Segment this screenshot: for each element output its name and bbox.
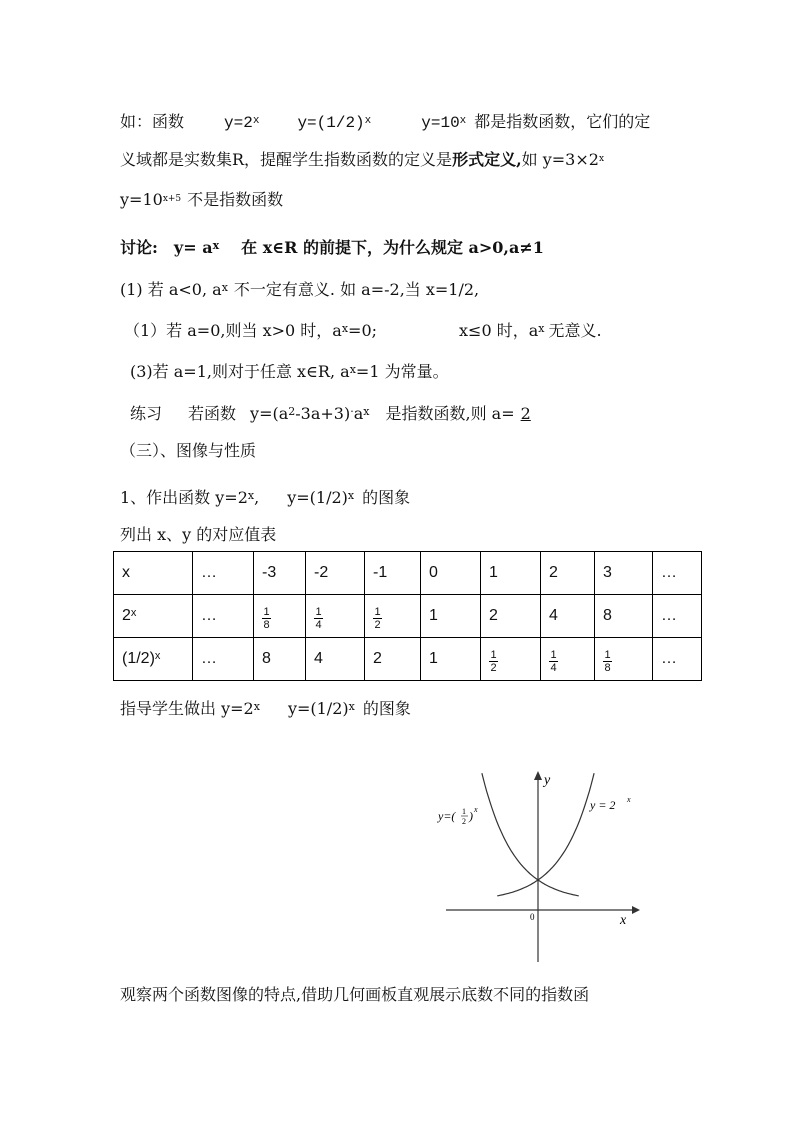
fraction-1-2 — [489, 649, 498, 674]
func-half-x — [297, 113, 371, 135]
guide-text-a: 指导学生做出 y=2 — [120, 699, 254, 718]
denominator: 4 — [315, 618, 322, 631]
row-2x-exp: x — [130, 607, 137, 619]
para1-line3-text: 不是指数函数 — [187, 190, 284, 209]
fraction-1-4 — [549, 649, 558, 674]
cell: … — [193, 552, 254, 595]
cell — [365, 595, 421, 638]
denominator: 4 — [550, 661, 557, 674]
task1-line — [120, 488, 410, 510]
discussion-text: 在 x∈R 的前提下，为什么规定 a>0,a≠1 — [241, 238, 544, 257]
task1-func-half: y=(1/2) — [287, 488, 348, 507]
case2-text-c: x≤0 时，a — [459, 321, 539, 340]
row-x-label: x — [114, 552, 193, 595]
case1-text-a: (1) 若 a<0, a — [120, 280, 222, 299]
table-intro-text: 列出 x、y 的对应值表 — [120, 525, 277, 544]
cell: 0 — [421, 552, 481, 595]
discussion-func-base: y= a — [173, 238, 213, 257]
guide-text-c: 的图象 — [362, 699, 411, 718]
y-axis-label: y — [544, 773, 551, 788]
cell: 8 — [254, 638, 306, 681]
cell: … — [193, 638, 254, 681]
table-intro — [120, 525, 276, 545]
numerator: 1 — [550, 648, 557, 661]
case-zero — [124, 321, 602, 343]
exercise-func-a: y=(a — [250, 404, 289, 423]
func-10x-exp: x — [459, 115, 467, 127]
para1-tail: 都是指数函数，它们的定 — [474, 112, 651, 131]
closing-line — [120, 985, 589, 1005]
curve-half-x — [482, 773, 579, 896]
cell: … — [193, 595, 254, 638]
func-half-exp: x — [364, 115, 372, 127]
func-2x-base: y=2 — [224, 114, 253, 132]
value-table — [113, 551, 702, 681]
cell — [595, 638, 653, 681]
cell: -2 — [306, 552, 365, 595]
para1-line3-func: y=10 — [120, 190, 163, 209]
discussion-func-exp: x — [212, 239, 220, 252]
task1-text-d: 的图象 — [362, 488, 411, 507]
guide-func-half: y=(1/2) — [287, 699, 349, 718]
para1-line2-example: 如 y=3×2 — [521, 150, 599, 169]
func-2x — [224, 113, 259, 135]
label-half-x-den: 2 — [462, 817, 466, 826]
case-negative — [120, 280, 479, 302]
cell: -3 — [254, 552, 306, 595]
exercise-func-c: -3a+3) — [295, 404, 351, 423]
exercise-line — [130, 404, 531, 426]
section-3-text: （三）、图像与性质 — [120, 441, 257, 460]
case2-exp2: x — [538, 322, 545, 335]
origin-label: 0 — [530, 912, 535, 922]
cell: 1 — [481, 552, 541, 595]
cell: 1 — [421, 595, 481, 638]
para1-line1 — [120, 112, 650, 135]
para1-line3-exp: x+5 — [162, 194, 182, 204]
fraction-1-8 — [603, 649, 612, 674]
label-half-x-num: 1 — [462, 807, 466, 816]
cell: 1 — [421, 638, 481, 681]
row-2x-base: 2 — [122, 607, 131, 624]
para1-line2-exp: x — [598, 154, 605, 164]
cell: 4 — [541, 595, 595, 638]
cell — [481, 638, 541, 681]
table-row-2x — [114, 595, 702, 638]
task1-exp: x — [247, 489, 255, 502]
para1-line2 — [120, 150, 604, 173]
para1-prefix: 如：函数 — [120, 112, 185, 131]
func-2x-exp: x — [252, 115, 260, 127]
case3-exp: x — [349, 363, 356, 376]
cell: … — [653, 638, 702, 681]
numerator: 1 — [490, 648, 497, 661]
cell: -1 — [365, 552, 421, 595]
label-half-x-a: y=( — [438, 809, 456, 823]
case-one — [130, 362, 449, 384]
cell — [541, 638, 595, 681]
task1-exp2: x — [347, 489, 355, 502]
task1-comma: , — [254, 488, 260, 507]
label-2x-exp: x — [627, 795, 631, 804]
para1-line3 — [120, 190, 283, 213]
exercise-dot: · — [350, 405, 354, 418]
denominator: 2 — [490, 661, 497, 674]
case3-text-b: =1 为常量。 — [355, 362, 449, 381]
cell: 2 — [365, 638, 421, 681]
guide-line — [120, 699, 411, 721]
fraction-1-2 — [373, 606, 382, 631]
row-half-label — [114, 638, 193, 681]
cell: 8 — [595, 595, 653, 638]
row-half-exp: x — [154, 650, 161, 662]
cell: 2 — [481, 595, 541, 638]
numerator: 1 — [263, 605, 270, 618]
row-2x-label — [114, 595, 193, 638]
guide-exp: x — [253, 700, 260, 713]
exercise-exp-x: x — [363, 405, 370, 418]
exponential-graph — [420, 766, 650, 966]
cell — [306, 595, 365, 638]
guide-exp2: x — [348, 700, 355, 713]
fraction-1-8 — [262, 606, 271, 631]
para1-line2-text: 义域都是实数集R，提醒学生指数函数的定义是 — [120, 150, 453, 169]
discussion-func — [174, 238, 219, 260]
numerator: 1 — [315, 605, 322, 618]
denominator: 2 — [374, 618, 381, 631]
cell: … — [653, 595, 702, 638]
case2-text-d: 无意义. — [548, 321, 602, 340]
func-10x — [421, 113, 466, 135]
label-2x — [589, 795, 631, 812]
case1-exp: x — [221, 281, 228, 294]
numerator: 1 — [374, 605, 381, 618]
case2-text-b: =0; — [348, 321, 378, 340]
label-2x-base: y = 2 — [590, 798, 616, 812]
case2-exp: x — [341, 322, 349, 335]
exercise-func-d: a — [353, 404, 364, 423]
cell: 4 — [306, 638, 365, 681]
curve-2x — [497, 773, 594, 896]
task1-text-a: 1、作出函数 y=2 — [120, 488, 248, 507]
func-half-base: y=(1/2) — [297, 114, 365, 132]
exercise-label: 练习 — [130, 404, 163, 423]
x-axis-arrow-icon — [632, 906, 640, 914]
y-axis-arrow-icon — [534, 771, 542, 780]
exercise-exp-2: 2 — [288, 405, 296, 418]
func-10x-base: y=10 — [421, 114, 460, 132]
exercise-text-e: 是指数函数,则 a= — [385, 404, 515, 423]
exercise-answer: 2 — [520, 404, 531, 423]
case2-text-a: （1）若 a=0,则当 x>0 时，a — [124, 321, 342, 340]
fraction-1-4 — [314, 606, 323, 631]
label-half-x-exp: x — [474, 805, 478, 814]
label-half-x-b: ) — [469, 809, 473, 823]
closing-text: 观察两个函数图像的特点,借助几何画板直观展示底数不同的指数函 — [120, 985, 590, 1004]
case3-text-a: (3)若 a=1,则对于任意 x∈R, a — [130, 362, 350, 381]
exercise-text-a: 若函数 — [188, 404, 237, 423]
table-row-x — [114, 552, 702, 595]
denominator: 8 — [263, 618, 270, 631]
case1-text-b: 不一定有意义. 如 a=-2,当 x=1/2, — [233, 280, 480, 299]
formal-definition-bold: 形式定义, — [452, 150, 522, 169]
numerator: 1 — [604, 648, 611, 661]
discussion-label: 讨论: — [120, 238, 158, 257]
table-row-half-x — [114, 638, 702, 681]
label-half-x — [437, 805, 478, 826]
x-axis-label: x — [620, 913, 627, 928]
cell: … — [653, 552, 702, 595]
cell: 2 — [541, 552, 595, 595]
section-3-heading — [120, 441, 256, 461]
cell: 3 — [595, 552, 653, 595]
discussion-line — [120, 238, 544, 260]
row-half-base: (1/2) — [122, 650, 155, 667]
denominator: 8 — [604, 661, 611, 674]
cell — [254, 595, 306, 638]
